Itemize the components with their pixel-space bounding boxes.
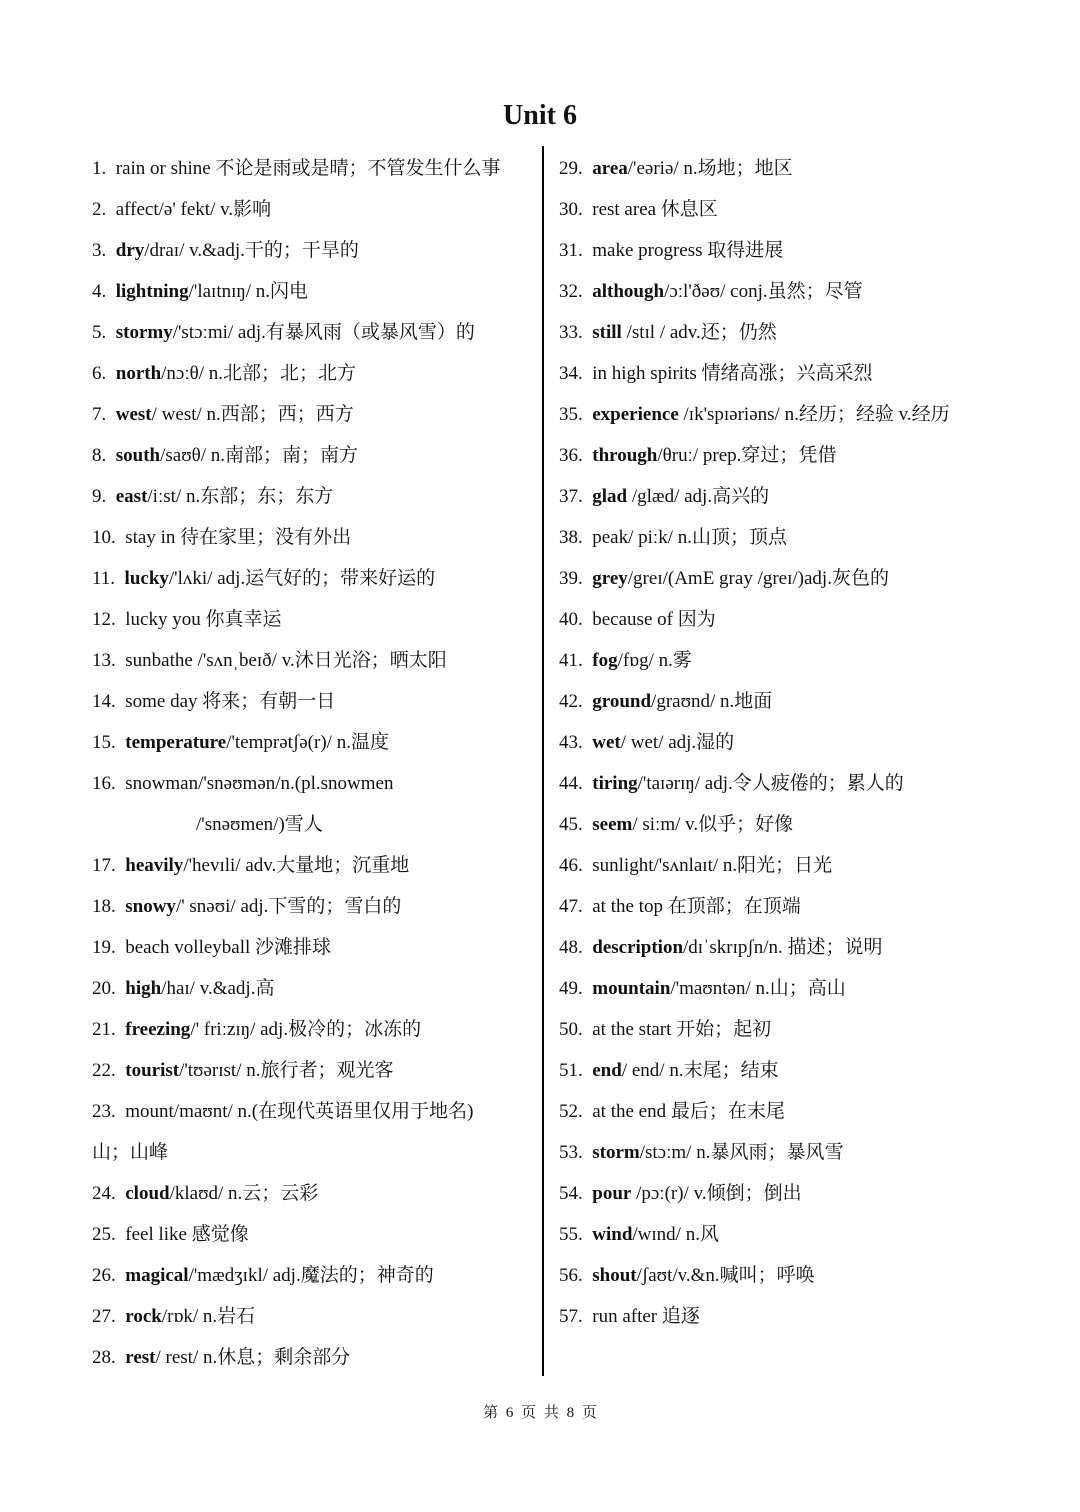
- entry-headword: high: [125, 978, 162, 999]
- entry-definition: affect/ə' fekt/ v.影响: [115, 199, 272, 220]
- vocab-entry: [559, 722, 1029, 763]
- entry-headword: seem: [592, 814, 633, 835]
- entry-number: 24.: [92, 1183, 116, 1204]
- entry-number: 16.: [92, 773, 116, 794]
- vocab-entry: [92, 312, 532, 353]
- entry-number: 53.: [559, 1142, 583, 1163]
- vocab-entry: [559, 394, 1029, 435]
- entry-number: 54.: [559, 1183, 583, 1204]
- entry-definition: / wet/ adj.湿的: [620, 732, 735, 753]
- entry-number: 17.: [92, 855, 116, 876]
- vocab-entry: [559, 1296, 1029, 1337]
- entry-number: 36.: [559, 445, 583, 466]
- entry-definition: /graʊnd/ n.地面: [651, 691, 773, 712]
- entry-headword: area: [592, 158, 628, 179]
- vocab-entry: [92, 722, 532, 763]
- entry-number: 6.: [92, 363, 107, 384]
- vocab-entry: [92, 599, 532, 640]
- entry-definition: in high spirits 情绪高涨；兴高采烈: [592, 363, 873, 384]
- entry-definition: /'eəriə/ n.场地；地区: [627, 158, 793, 179]
- vocab-entry: [559, 230, 1029, 271]
- column-divider: [542, 146, 544, 1376]
- entry-headword: mountain: [592, 978, 671, 999]
- vocab-entry: [559, 1050, 1029, 1091]
- entry-number: 25.: [92, 1224, 116, 1245]
- entry-number: 55.: [559, 1224, 583, 1245]
- entry-definition: /'tʊərɪst/ n.旅行者；观光客: [179, 1060, 394, 1081]
- entry-number: 23.: [92, 1101, 116, 1122]
- entry-number: 47.: [559, 896, 583, 917]
- entry-definition: / siːm/ v.似乎；好像: [632, 814, 794, 835]
- entry-headword: snowy: [125, 896, 176, 917]
- vocab-entry: [559, 927, 1029, 968]
- entry-definition: / rest/ n.休息；剩余部分: [155, 1347, 351, 1368]
- vocab-entry: [92, 1173, 532, 1214]
- entry-number: 37.: [559, 486, 583, 507]
- vocab-entry: [92, 1296, 532, 1337]
- entry-headword: magical: [125, 1265, 189, 1286]
- entry-headword: lightning: [115, 281, 189, 302]
- entry-headword: rock: [125, 1306, 162, 1327]
- entry-definition: /ɔːl'ðəʊ/ conj.虽然；尽管: [664, 281, 863, 302]
- vocab-entry: [92, 1091, 532, 1132]
- entry-definition: /nɔːθ/ n.北部；北；北方: [161, 363, 357, 384]
- entry-number: 43.: [559, 732, 583, 753]
- vocab-entry: [559, 189, 1029, 230]
- entry-headword: experience: [592, 404, 679, 425]
- entry-headword: end: [592, 1060, 622, 1081]
- vocab-entry: [559, 599, 1029, 640]
- entry-headword: freezing: [125, 1019, 191, 1040]
- entry-definition: /fɒg/ n.雾: [617, 650, 692, 671]
- entry-headword: wind: [592, 1224, 633, 1245]
- vocab-entry: [559, 476, 1029, 517]
- entry-number: 46.: [559, 855, 583, 876]
- entry-definition: at the end 最后；在末尾: [592, 1101, 785, 1122]
- vocab-entry: [559, 1255, 1029, 1296]
- vocab-entry: [92, 476, 532, 517]
- entry-definition: at the top 在顶部；在顶端: [592, 896, 801, 917]
- entry-definition: peak/ piːk/ n.山顶；顶点: [592, 527, 787, 548]
- entry-definition: /pɔː(r)/ v.倾倒；倒出: [631, 1183, 802, 1204]
- entry-definition: /glæd/ adj.高兴的: [627, 486, 770, 507]
- entry-headword: through: [592, 445, 658, 466]
- entry-definition: /'taɪərɪŋ/ adj.令人疲倦的；累人的: [637, 773, 904, 794]
- entry-number: 31.: [559, 240, 583, 261]
- vocab-entry: [559, 640, 1029, 681]
- entry-number: 3.: [92, 240, 107, 261]
- vocab-entry: [92, 394, 532, 435]
- entry-definition: mount/maʊnt/ n.(在现代英语里仅用于地名): [125, 1101, 474, 1122]
- entry-number: 30.: [559, 199, 583, 220]
- entry-definition: /'stɔːmi/ adj.有暴风雨（或暴风雪）的: [172, 322, 475, 343]
- vocab-entry: [92, 968, 532, 1009]
- entry-headword: dry: [115, 240, 145, 261]
- entry-number: 4.: [92, 281, 107, 302]
- vocab-entry: [559, 968, 1029, 1009]
- entry-headword: rest: [125, 1347, 156, 1368]
- entry-number: 10.: [92, 527, 116, 548]
- entry-number: 34.: [559, 363, 583, 384]
- entry-definition: / end/ n.末尾；结束: [621, 1060, 779, 1081]
- vocab-entry: [92, 1132, 532, 1173]
- entry-definition: /dɪˈskrɪpʃn/n. 描述；说明: [683, 937, 883, 958]
- entry-headword: storm: [592, 1142, 640, 1163]
- entry-number: 7.: [92, 404, 107, 425]
- entry-headword: ground: [592, 691, 652, 712]
- vocab-entry: [92, 189, 532, 230]
- entry-definition: feel like 感觉像: [125, 1224, 249, 1245]
- entry-number: 1.: [92, 158, 107, 179]
- entry-definition: rest area 休息区: [592, 199, 718, 220]
- vocab-entry: [92, 517, 532, 558]
- entry-definition: /'maʊntən/ n.山；高山: [670, 978, 846, 999]
- vocab-entry: [92, 927, 532, 968]
- vocab-entry: [559, 517, 1029, 558]
- entry-definition: /'temprətʃə(r)/ n.温度: [226, 732, 389, 753]
- vocab-entry: [92, 804, 532, 845]
- entry-headword: tiring: [592, 773, 638, 794]
- entry-number: 8.: [92, 445, 107, 466]
- entry-definition: /θruː/ prep.穿过；凭借: [657, 445, 837, 466]
- vocab-entry: [559, 1132, 1029, 1173]
- vocab-entry: [559, 886, 1029, 927]
- entry-number: 18.: [92, 896, 116, 917]
- entry-definition: beach volleyball 沙滩排球: [125, 937, 332, 958]
- entry-number: 27.: [92, 1306, 116, 1327]
- entry-number: 56.: [559, 1265, 583, 1286]
- entry-definition: /draɪ/ v.&adj.干的；干旱的: [144, 240, 359, 261]
- entry-headword: west: [115, 404, 152, 425]
- vocab-entry: [92, 435, 532, 476]
- vocab-column-left: [92, 148, 532, 1378]
- vocab-entry: [92, 1337, 532, 1378]
- vocab-entry: [92, 1214, 532, 1255]
- entry-definition: /saʊθ/ n.南部；南；南方: [160, 445, 359, 466]
- entry-number: 51.: [559, 1060, 583, 1081]
- entry-headword: although: [592, 281, 665, 302]
- entry-number: 49.: [559, 978, 583, 999]
- entry-definition: make progress 取得进展: [592, 240, 784, 261]
- entry-number: 29.: [559, 158, 583, 179]
- entry-number: 41.: [559, 650, 583, 671]
- entry-definition: /greɪ/(AmE gray /greɪ/)adj.灰色的: [627, 568, 889, 589]
- entry-definition: because of 因为: [592, 609, 716, 630]
- entry-headword: description: [592, 937, 684, 958]
- page-footer: 第 6 页 共 8 页: [483, 1405, 597, 1421]
- vocab-entry: [92, 353, 532, 394]
- entry-definition: rain or shine 不论是雨或是晴；不管发生什么事: [115, 158, 501, 179]
- entry-headword: fog: [592, 650, 618, 671]
- vocab-entry: [92, 1009, 532, 1050]
- entry-number: 11.: [92, 568, 116, 589]
- entry-definition: /' friːzɪŋ/ adj.极冷的；冰冻的: [190, 1019, 422, 1040]
- entry-number: 50.: [559, 1019, 583, 1040]
- entry-number: 5.: [92, 322, 107, 343]
- page-title: Unit 6: [503, 100, 577, 131]
- entry-number: 14.: [92, 691, 116, 712]
- vocab-entry: [92, 886, 532, 927]
- entry-definition: stay in 待在家里；没有外出: [125, 527, 352, 548]
- entry-headword: still: [592, 322, 622, 343]
- entry-definition: /klaʊd/ n.云；云彩: [169, 1183, 319, 1204]
- vocab-entry: [559, 148, 1029, 189]
- vocab-entry: [559, 1009, 1029, 1050]
- entry-definition: run after 追逐: [592, 1306, 700, 1327]
- entry-definition: some day 将来；有朝一日: [125, 691, 336, 712]
- entry-number: 42.: [559, 691, 583, 712]
- entry-number: 35.: [559, 404, 583, 425]
- entry-headword: grey: [592, 568, 628, 589]
- vocab-entry: [92, 230, 532, 271]
- entry-definition: /stɔːm/ n.暴风雨；暴风雪: [639, 1142, 844, 1163]
- entry-number: 26.: [92, 1265, 116, 1286]
- entry-headword: pour: [592, 1183, 632, 1204]
- entry-number: 12.: [92, 609, 116, 630]
- entry-headword: temperature: [125, 732, 227, 753]
- entry-number: 33.: [559, 322, 583, 343]
- entry-definition: /wɪnd/ n.风: [632, 1224, 719, 1245]
- entry-number: 45.: [559, 814, 583, 835]
- entry-number: 15.: [92, 732, 116, 753]
- vocab-entry: [92, 1050, 532, 1091]
- entry-number: 40.: [559, 609, 583, 630]
- vocab-entry: [92, 845, 532, 886]
- entry-definition: sunbathe /'sʌnˌbeɪð/ v.沐日光浴；晒太阳: [125, 650, 447, 671]
- entry-headword: tourist: [125, 1060, 180, 1081]
- entry-definition: /ʃaʊt/v.&n.喊叫；呼唤: [636, 1265, 815, 1286]
- vocab-column-right: [559, 148, 1029, 1337]
- entry-headword: north: [115, 363, 162, 384]
- vocab-entry: [559, 804, 1029, 845]
- entry-definition: /' snəʊi/ adj.下雪的；雪白的: [175, 896, 402, 917]
- entry-number: 20.: [92, 978, 116, 999]
- vocab-entry: [559, 763, 1029, 804]
- entry-definition: /'mædʒɪkl/ adj.魔法的；神奇的: [188, 1265, 434, 1286]
- entry-number: 9.: [92, 486, 107, 507]
- vocab-entry: [559, 435, 1029, 476]
- entry-headword: east: [115, 486, 148, 507]
- entry-definition: /stɪl / adv.还；仍然: [621, 322, 777, 343]
- entry-headword: glad: [592, 486, 628, 507]
- entry-definition: /'snəʊmen/)雪人: [196, 814, 323, 835]
- entry-number: 13.: [92, 650, 116, 671]
- vocab-entry: [92, 681, 532, 722]
- entry-definition: /'laɪtnɪŋ/ n.闪电: [188, 281, 309, 302]
- vocab-entry: [92, 640, 532, 681]
- vocab-entry: [92, 763, 532, 804]
- entry-headword: cloud: [125, 1183, 170, 1204]
- entry-number: 52.: [559, 1101, 583, 1122]
- vocab-entry: [559, 845, 1029, 886]
- entry-number: 57.: [559, 1306, 583, 1327]
- vocab-entry: [559, 681, 1029, 722]
- vocab-entry: [559, 1091, 1029, 1132]
- entry-number: 48.: [559, 937, 583, 958]
- entry-definition: /'lʌki/ adj.运气好的；带来好运的: [168, 568, 436, 589]
- vocab-entry: [559, 1173, 1029, 1214]
- entry-headword: lucky: [124, 568, 169, 589]
- entry-definition: snowman/'snəʊmən/n.(pl.snowmen: [125, 773, 394, 794]
- entry-headword: south: [115, 445, 161, 466]
- vocab-entry: [92, 271, 532, 312]
- entry-definition: sunlight/'sʌnlaɪt/ n.阳光；日光: [592, 855, 833, 876]
- entry-number: 22.: [92, 1060, 116, 1081]
- entry-headword: wet: [592, 732, 621, 753]
- entry-headword: shout: [592, 1265, 637, 1286]
- entry-definition: lucky you 你真幸运: [125, 609, 282, 630]
- entry-definition: at the start 开始；起初: [592, 1019, 772, 1040]
- vocab-entry: [559, 353, 1029, 394]
- vocab-entry: [559, 271, 1029, 312]
- entry-number: 28.: [92, 1347, 116, 1368]
- entry-number: 19.: [92, 937, 116, 958]
- entry-number: 32.: [559, 281, 583, 302]
- vocab-entry: [92, 148, 532, 189]
- entry-definition: 山；山峰: [92, 1142, 169, 1163]
- entry-definition: /ɪk'spɪəriəns/ n.经历；经验 v.经历: [678, 404, 950, 425]
- entry-definition: /rɒk/ n.岩石: [161, 1306, 256, 1327]
- entry-headword: heavily: [125, 855, 184, 876]
- entry-number: 21.: [92, 1019, 116, 1040]
- entry-definition: / west/ n.西部；西；西方: [151, 404, 354, 425]
- vocab-entry: [559, 558, 1029, 599]
- entry-definition: /'hevɪli/ adv.大量地；沉重地: [183, 855, 410, 876]
- vocab-entry: [559, 1214, 1029, 1255]
- entry-number: 44.: [559, 773, 583, 794]
- vocab-entry: [559, 312, 1029, 353]
- entry-definition: /haɪ/ v.&adj.高: [161, 978, 275, 999]
- entry-headword: stormy: [115, 322, 173, 343]
- entry-number: 2.: [92, 199, 107, 220]
- vocab-entry: [92, 1255, 532, 1296]
- entry-number: 39.: [559, 568, 583, 589]
- vocab-entry: [92, 558, 532, 599]
- entry-number: 38.: [559, 527, 583, 548]
- entry-definition: /iːst/ n.东部；东；东方: [147, 486, 334, 507]
